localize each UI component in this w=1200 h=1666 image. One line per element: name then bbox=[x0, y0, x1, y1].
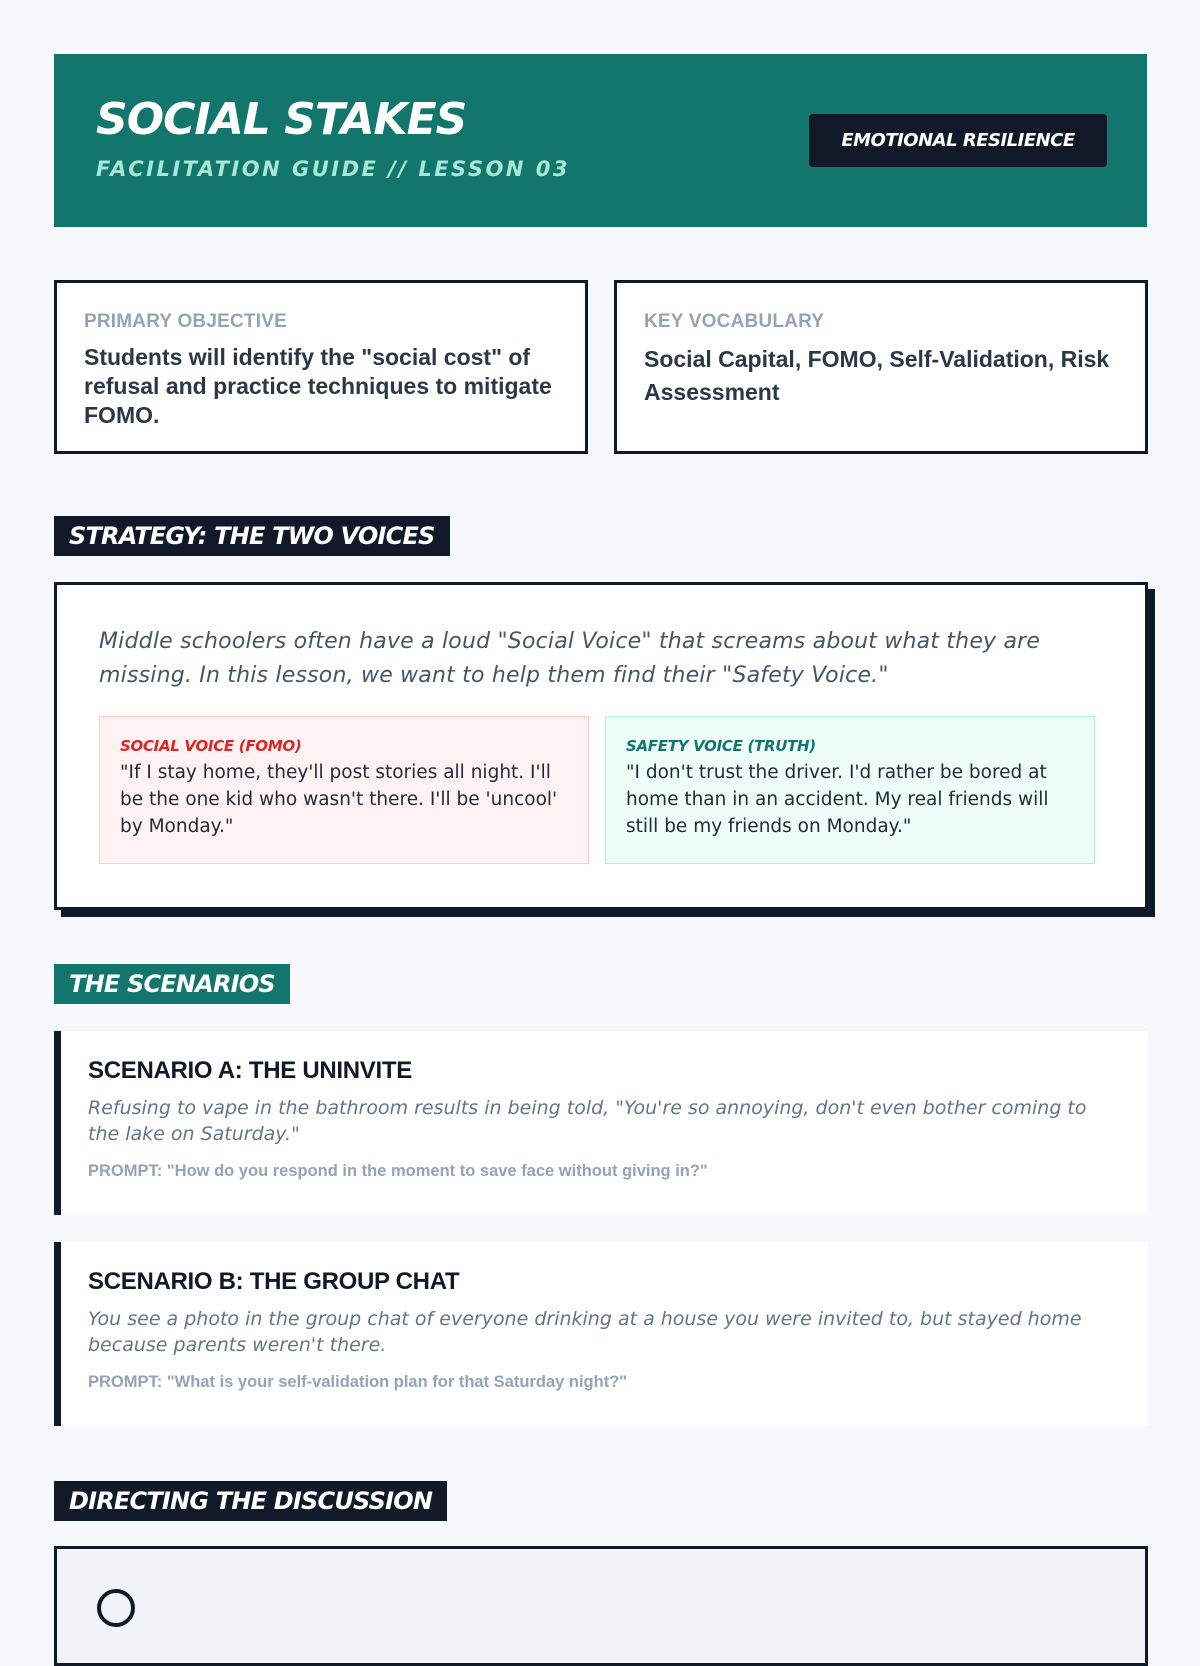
social-voice-card bbox=[99, 716, 589, 864]
vocabulary-label: KEY VOCABULARY bbox=[644, 311, 825, 332]
vocabulary-text: Social Capital, FOMO, Self-Validation, Risk Assessment bbox=[644, 346, 1110, 405]
safety-voice-card bbox=[605, 716, 1095, 864]
step-circle-icon bbox=[97, 1589, 135, 1627]
safety-voice-label: SAFETY VOICE (TRUTH) bbox=[626, 737, 816, 755]
scenario-description: You see a photo in the group chat of everyone drinking at a house you were invited to, but stayed home because parents weren't there. bbox=[88, 1308, 1082, 1356]
social-voice-quote: "If I stay home, they'll post stories all night. I'll be the one kid who wasn't there. I'll be 'uncool' by Monday." bbox=[120, 762, 558, 837]
objective-text: Students will identify the "social cost" of refusal and practice techniques to mitigate FOMO. bbox=[84, 344, 552, 428]
vocabulary-card bbox=[614, 280, 1148, 454]
strategy-heading: STRATEGY: THE TWO VOICES bbox=[54, 516, 450, 556]
discussion-box bbox=[54, 1546, 1148, 1666]
safety-voice-quote: "I don't trust the driver. I'd rather be bored at home than in an accident. My real friends will still be my friends on Monday." bbox=[626, 762, 1049, 837]
discussion-heading: DIRECTING THE DISCUSSION bbox=[54, 1481, 447, 1521]
scenario-card bbox=[54, 1242, 1148, 1426]
topic-badge: EMOTIONAL RESILIENCE bbox=[809, 114, 1107, 167]
scenario-prompt: PROMPT: "What is your self-validation plan for that Saturday night?" bbox=[88, 1373, 628, 1391]
scenarios-heading: THE SCENARIOS bbox=[54, 964, 290, 1004]
strategy-box bbox=[54, 582, 1148, 910]
strategy-intro: Middle schoolers often have a loud "Social Voice" that screams about what they are missing. In this lesson, we want to help them find their "Safety Voice." bbox=[99, 629, 1041, 688]
scenario-card bbox=[54, 1031, 1148, 1215]
scenario-description: Refusing to vape in the bathroom results in being told, "You're so annoying, don't even bother coming to the lake on Saturday." bbox=[88, 1097, 1087, 1145]
social-voice-label: SOCIAL VOICE (FOMO) bbox=[120, 737, 302, 755]
scenario-title: SCENARIO A: THE UNINVITE bbox=[88, 1057, 412, 1084]
scenario-title: SCENARIO B: THE GROUP CHAT bbox=[88, 1268, 460, 1295]
page-subtitle: FACILITATION GUIDE // LESSON 03 bbox=[96, 157, 571, 181]
page-title: SOCIAL STAKES bbox=[96, 94, 467, 145]
objective-label: PRIMARY OBJECTIVE bbox=[84, 311, 287, 332]
header-banner bbox=[54, 54, 1147, 227]
scenario-prompt: PROMPT: "How do you respond in the moment to save face without giving in?" bbox=[88, 1162, 708, 1180]
objective-card bbox=[54, 280, 588, 454]
